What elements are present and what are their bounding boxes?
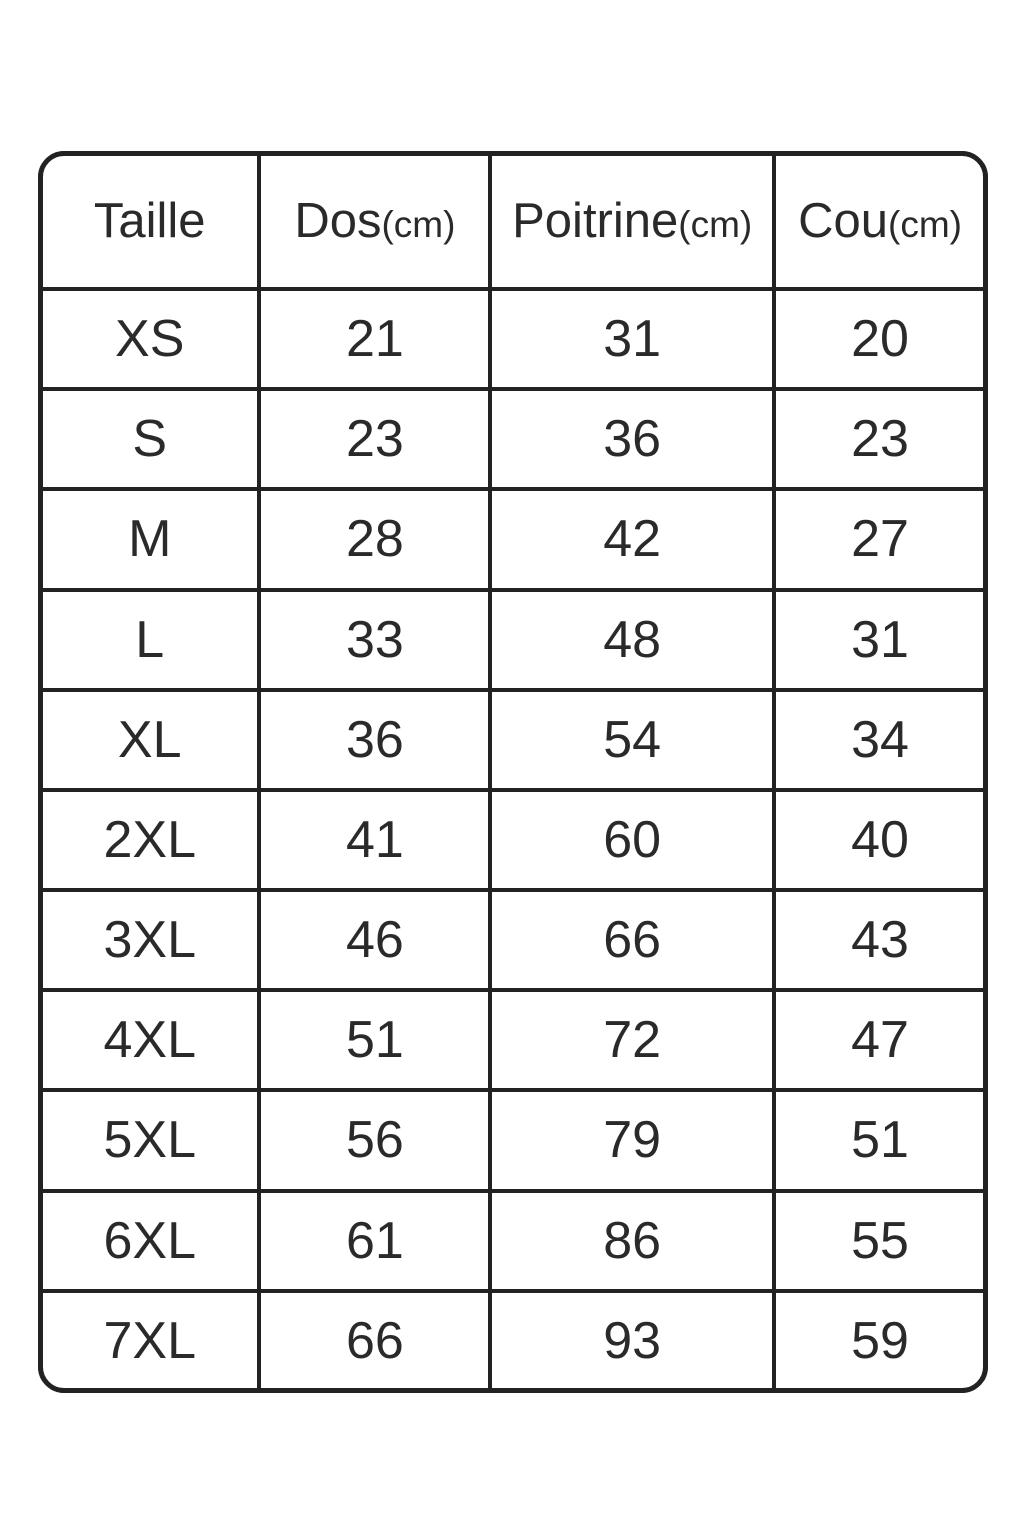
size-chart [38, 151, 988, 1393]
dos-value-cell: 28 [259, 489, 490, 589]
size-cell: 7XL [40, 1291, 259, 1391]
poitrine-value-cell: 66 [490, 890, 774, 990]
dos-value-cell: 21 [259, 289, 490, 389]
size-cell: L [40, 590, 259, 690]
header-taille [40, 153, 259, 289]
size-cell: 6XL [40, 1191, 259, 1291]
dos-value-cell: 56 [259, 1090, 490, 1190]
cou-value-cell: 27 [774, 489, 986, 589]
table-row [40, 1291, 986, 1391]
cou-value-cell: 59 [774, 1291, 986, 1391]
size-table-body [40, 289, 986, 1391]
size-chart-table [38, 151, 988, 1393]
table-row [40, 790, 986, 890]
poitrine-value-cell: 48 [490, 590, 774, 690]
table-row [40, 289, 986, 389]
table-row [40, 389, 986, 489]
table-row [40, 489, 986, 589]
poitrine-value-cell: 79 [490, 1090, 774, 1190]
header-poitrine-unit: (cm) [678, 204, 753, 245]
cou-value-cell: 20 [774, 289, 986, 389]
size-cell: M [40, 489, 259, 589]
cou-value-cell: 34 [774, 690, 986, 790]
size-cell: 3XL [40, 890, 259, 990]
header-poitrine-label: Poitrine [512, 194, 679, 248]
header-cou [774, 153, 986, 289]
cou-value-cell: 31 [774, 590, 986, 690]
cou-value-cell: 55 [774, 1191, 986, 1291]
header-row [40, 153, 986, 289]
poitrine-value-cell: 72 [490, 990, 774, 1090]
dos-value-cell: 61 [259, 1191, 490, 1291]
table-row [40, 890, 986, 990]
header-taille-label: Taille [93, 194, 206, 248]
cou-value-cell: 40 [774, 790, 986, 890]
header-dos [259, 153, 490, 289]
header-dos-label: Dos [294, 194, 382, 248]
header-cou-label: Cou [798, 194, 888, 248]
cou-value-cell: 23 [774, 389, 986, 489]
size-cell: 4XL [40, 990, 259, 1090]
header-dos-unit: (cm) [381, 204, 456, 245]
dos-value-cell: 51 [259, 990, 490, 1090]
table-row [40, 1090, 986, 1190]
size-cell: XL [40, 690, 259, 790]
dos-value-cell: 23 [259, 389, 490, 489]
table-row [40, 1191, 986, 1291]
dos-value-cell: 46 [259, 890, 490, 990]
poitrine-value-cell: 54 [490, 690, 774, 790]
poitrine-value-cell: 60 [490, 790, 774, 890]
poitrine-value-cell: 86 [490, 1191, 774, 1291]
dos-value-cell: 66 [259, 1291, 490, 1391]
table-row [40, 590, 986, 690]
poitrine-value-cell: 36 [490, 389, 774, 489]
header-poitrine [490, 153, 774, 289]
cou-value-cell: 51 [774, 1090, 986, 1190]
size-cell: XS [40, 289, 259, 389]
dos-value-cell: 33 [259, 590, 490, 690]
size-cell: 5XL [40, 1090, 259, 1190]
dos-value-cell: 36 [259, 690, 490, 790]
cou-value-cell: 47 [774, 990, 986, 1090]
table-row [40, 690, 986, 790]
poitrine-value-cell: 31 [490, 289, 774, 389]
poitrine-value-cell: 42 [490, 489, 774, 589]
table-row [40, 990, 986, 1090]
size-cell: 2XL [40, 790, 259, 890]
dos-value-cell: 41 [259, 790, 490, 890]
size-cell: S [40, 389, 259, 489]
header-cou-unit: (cm) [888, 204, 962, 245]
poitrine-value-cell: 93 [490, 1291, 774, 1391]
cou-value-cell: 43 [774, 890, 986, 990]
